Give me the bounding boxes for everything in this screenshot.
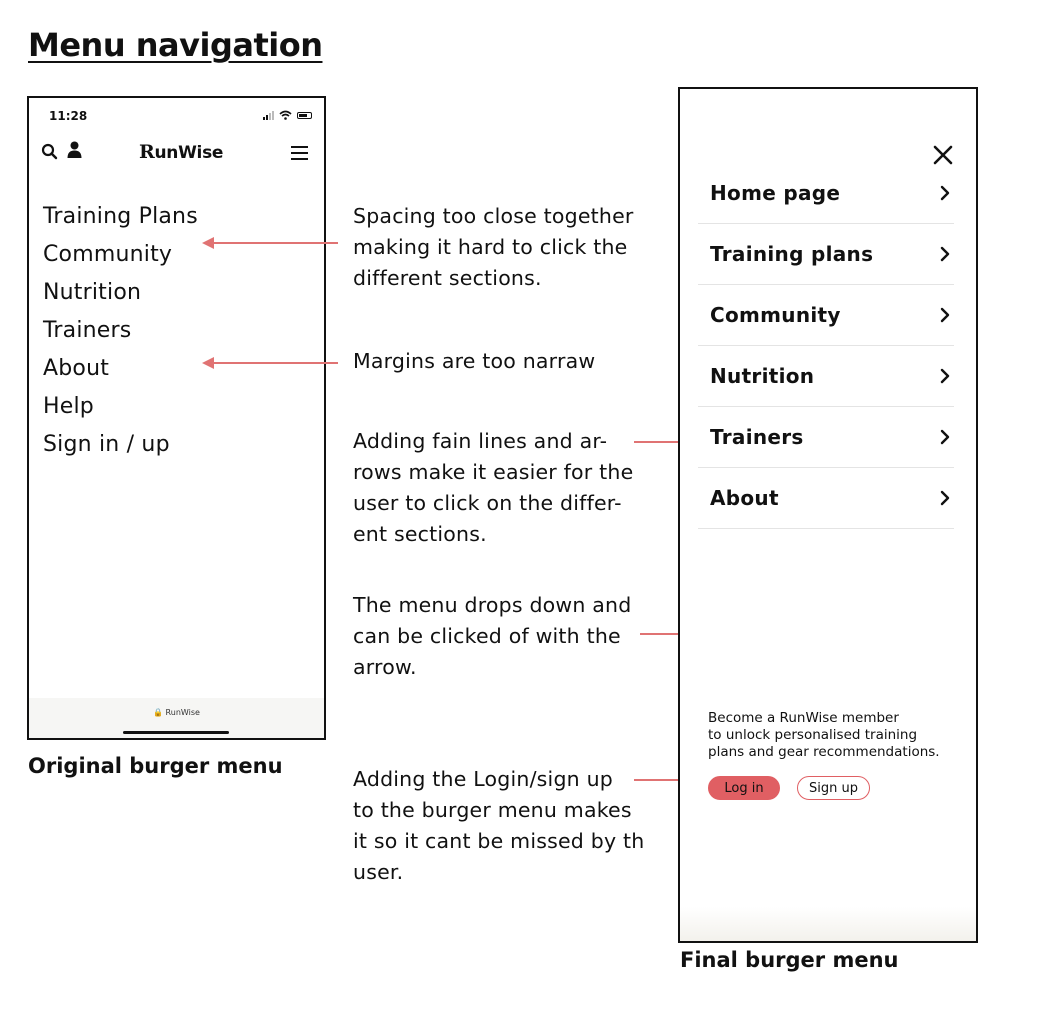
battery-icon	[297, 112, 312, 119]
hamburger-menu-icon[interactable]	[291, 146, 308, 164]
signup-button[interactable]: Sign up	[797, 776, 870, 800]
chevron-right-icon	[940, 368, 950, 384]
final-menu-panel	[678, 87, 978, 943]
status-icons	[263, 110, 312, 120]
final-menu-label: Community	[710, 303, 841, 327]
original-phone-screenshot	[27, 96, 326, 740]
final-menu-label: Training plans	[710, 242, 874, 266]
original-menu-item[interactable]: About	[43, 356, 110, 381]
original-menu-item[interactable]: Sign in / up	[43, 432, 170, 457]
arrow-to-community	[204, 242, 338, 244]
final-menu-item[interactable]	[698, 163, 954, 224]
annotation-login: Adding the Login/sign up to the burger menu makes it so it cant be missed by th user.	[353, 767, 645, 884]
logo-wordmark: unWise	[154, 143, 224, 163]
final-menu-label: Nutrition	[710, 364, 815, 388]
chevron-right-icon	[940, 246, 950, 262]
chevron-right-icon	[940, 429, 950, 445]
runwise-logo[interactable]	[139, 141, 223, 163]
status-time: 11:28	[49, 109, 88, 123]
original-menu-item[interactable]: Help	[43, 394, 94, 419]
annotation-spacing: Spacing too close together making it hard to click the different sections.	[353, 204, 634, 290]
page-title: Menu navigation	[28, 26, 323, 64]
final-menu-item[interactable]	[698, 468, 954, 529]
original-menu-item[interactable]: Trainers	[43, 318, 132, 343]
arrow-to-about	[204, 362, 338, 364]
annotation-margins: Margins are too narraw	[353, 349, 596, 373]
member-promo-text: Become a RunWise member to unlock personalised training plans and gear recommendations.	[708, 710, 940, 760]
final-caption: Final burger menu	[680, 948, 899, 972]
login-button[interactable]: Log in	[708, 776, 780, 800]
final-menu-item[interactable]	[698, 224, 954, 285]
original-menu-item[interactable]: Training Plans	[43, 204, 198, 229]
app-header	[29, 140, 324, 166]
chevron-right-icon	[940, 307, 950, 323]
logo-initial: R	[139, 141, 155, 163]
search-icon[interactable]	[41, 143, 58, 160]
final-menu-item[interactable]	[698, 346, 954, 407]
final-menu-item[interactable]	[698, 407, 954, 468]
user-icon[interactable]	[67, 141, 82, 158]
chevron-right-icon	[940, 185, 950, 201]
cellular-signal-icon	[263, 111, 274, 120]
home-indicator	[123, 731, 229, 734]
browser-bottom-bar	[29, 698, 324, 738]
original-menu-list	[43, 198, 198, 464]
original-caption: Original burger menu	[28, 754, 283, 778]
annotation-dropdown: The menu drops down and can be clicked of with the arrow.	[353, 593, 632, 679]
original-menu-item[interactable]: Community	[43, 242, 173, 267]
browser-url[interactable]: 🔒 RunWise	[153, 708, 200, 717]
wifi-icon	[279, 110, 292, 120]
original-menu-item[interactable]: Nutrition	[43, 280, 142, 305]
final-menu-label: About	[710, 486, 779, 510]
final-menu-label: Home page	[710, 181, 841, 205]
final-menu-label: Trainers	[710, 425, 804, 449]
final-menu-item[interactable]	[698, 285, 954, 346]
annotation-lines-arrows: Adding fain lines and ar- rows make it easier for the user to click on the differ- ent sections.	[353, 429, 634, 546]
chevron-right-icon	[940, 490, 950, 506]
final-menu-list	[698, 163, 954, 529]
